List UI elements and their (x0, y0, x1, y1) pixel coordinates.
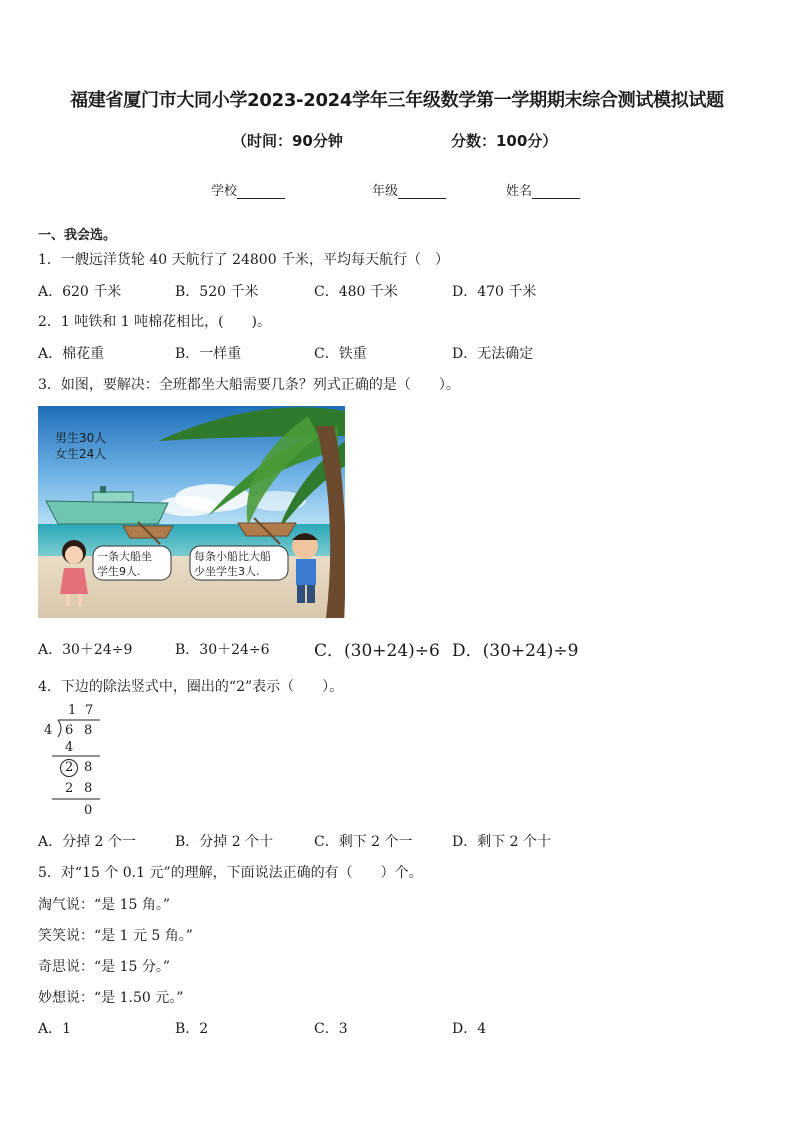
bubble-left-line-2: 学生9人. (97, 565, 141, 578)
bubble-left-line-1: 一条大船坐 (97, 550, 152, 563)
option-a[interactable]: A．30＋24÷9 (38, 642, 133, 658)
long-division (38, 703, 108, 823)
grade-label: 年级 (372, 184, 399, 199)
option-d[interactable]: D．4 (452, 1021, 487, 1037)
option-a[interactable]: A．分掉 2 个一 (38, 834, 136, 850)
option-b[interactable]: B．30＋24÷6 (175, 642, 270, 658)
step2-tens: 2 (65, 781, 74, 796)
name-field[interactable] (506, 180, 580, 199)
option-d[interactable]: D．无法确定 (452, 346, 534, 362)
option-c[interactable]: C．480 千米 (314, 284, 398, 300)
grade-blank[interactable] (398, 184, 446, 199)
option-c[interactable]: C．(30+24)÷6 (314, 641, 440, 661)
opinion-miaoxiang: 妙想说：“是 1.50 元。” (38, 990, 184, 1006)
school-field[interactable] (211, 180, 285, 199)
question-4-options (38, 831, 738, 851)
board-line-1: 男生30人 (55, 431, 107, 445)
quotient-ones: 7 (85, 703, 94, 718)
scene-svg (38, 406, 345, 618)
question-5-options (38, 1018, 738, 1038)
question-1-options (38, 281, 738, 301)
option-a[interactable]: A．棉花重 (38, 346, 105, 362)
question-3-stem: 3．如图，要解决：全班都坐大船需要几条？列式正确的是（ ）。 (38, 377, 460, 393)
option-c[interactable]: C．铁重 (314, 346, 367, 362)
opinion-taoqi: 淘气说：“是 15 角。” (38, 897, 171, 913)
option-a[interactable]: A．620 千米 (38, 284, 122, 300)
bubble-right-line-1: 每条小船比大船 (194, 550, 271, 563)
option-d[interactable]: D．剩下 2 个十 (452, 834, 552, 850)
option-c[interactable]: C．3 (314, 1021, 348, 1037)
question-4-stem: 4．下边的除法竖式中，圈出的“2”表示（ ）。 (38, 679, 344, 695)
final-remainder: 0 (84, 803, 93, 818)
beach-boat-illustration (38, 406, 345, 618)
question-3-options (38, 636, 738, 661)
opinion-qisi: 奇思说：“是 15 分。” (38, 959, 171, 975)
option-b[interactable]: B．2 (175, 1021, 209, 1037)
step1-product: 4 (65, 740, 74, 755)
grade-field[interactable] (372, 180, 446, 199)
quotient-tens: 1 (68, 703, 77, 718)
option-b[interactable]: B．一样重 (175, 346, 242, 362)
question-2-options (38, 343, 738, 363)
exam-time: （时间：90分钟 (232, 132, 343, 150)
option-b[interactable]: B．分掉 2 个十 (175, 834, 274, 850)
bubble-right-line-2: 少坐学生3人. (194, 565, 260, 578)
option-a[interactable]: A．1 (38, 1021, 72, 1037)
circled-digit: 2 (65, 760, 74, 775)
exam-title: 福建省厦门市大同小学2023-2024学年三年级数学第一学期期末综合测试模拟试题 (70, 90, 724, 111)
school-blank[interactable] (237, 184, 285, 199)
school-label: 学校 (211, 184, 238, 199)
brought-down-digit: 8 (84, 760, 93, 775)
section-heading: 一、我会选。 (38, 228, 117, 243)
option-d[interactable]: D．470 千米 (452, 284, 537, 300)
option-d[interactable]: D．(30+24)÷9 (452, 641, 579, 661)
divisor: 4 (44, 723, 53, 738)
question-2-stem: 2．1 吨铁和 1 吨棉花相比，( )。 (38, 314, 271, 330)
option-c[interactable]: C．剩下 2 个一 (314, 834, 413, 850)
name-label: 姓名 (506, 184, 533, 199)
name-blank[interactable] (532, 184, 580, 199)
question-5-stem: 5．对“15 个 0.1 元”的理解，下面说法正确的有（ ）个。 (38, 865, 423, 881)
board-line-2: 女生24人 (55, 447, 107, 461)
option-b[interactable]: B．520 千米 (175, 284, 259, 300)
question-1-stem: 1．一艘远洋货轮 40 天航行了 24800 千米，平均每天航行（ ） (38, 252, 450, 268)
exam-score: 分数：100分） (451, 132, 558, 150)
step2-ones: 8 (84, 781, 93, 796)
opinion-xiaoxiao: 笑笑说：“是 1 元 5 角。” (38, 928, 193, 944)
dividend-ones: 8 (84, 723, 93, 738)
dividend-tens: 6 (65, 723, 74, 738)
